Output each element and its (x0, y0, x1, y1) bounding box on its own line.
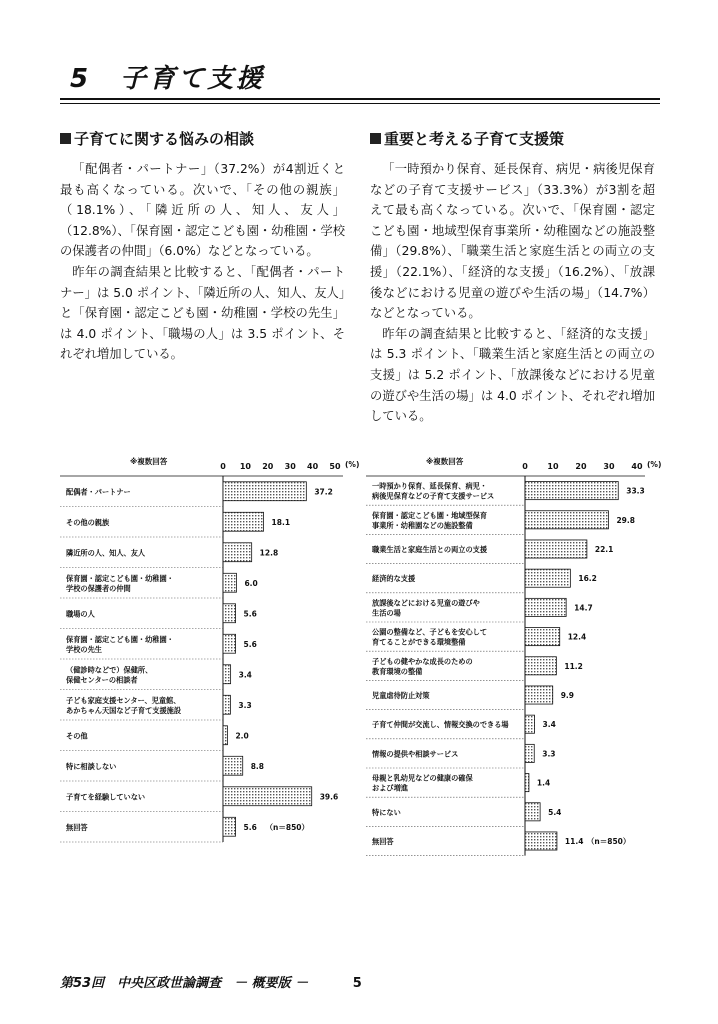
bar (223, 573, 236, 592)
category-label: 経済的な支援 (372, 574, 416, 584)
category-label-line2: 病後児保育などの子育て支援サービス (372, 491, 495, 501)
category-label: 児童虐待防止対策 (372, 691, 430, 700)
data-label: 14.7 (574, 603, 593, 613)
bar (223, 512, 264, 531)
left-heading-text: 子育てに関する悩みの相談 (74, 130, 255, 148)
category-label-line2: あかちゃん天国など子育て支援施設 (66, 705, 182, 715)
multiple-answer-note: ※複数回答 (130, 457, 168, 466)
left-paragraph-1: 「配偶者・パートナー」（37.2%）が4割近くと最も高くなっている。次いで、「その他の親族」（18.1%）、「隣近所の人、知人、友人」（12.8%）、「保育園・認定こども園・幼稚園・学校の保護者の仲間」（6.0%）などとなっている。 (60, 162, 345, 259)
bar (525, 774, 529, 792)
bar (525, 569, 570, 587)
category-label: 子どもの健やかな成長のための (372, 656, 473, 666)
data-label: 3.3 (238, 700, 252, 710)
data-label: 39.6 (319, 792, 339, 802)
sample-size-label: （n＝850） (586, 837, 631, 846)
bar (223, 695, 230, 714)
x-tick-label: 10 (547, 462, 559, 471)
data-label: 3.4 (238, 670, 252, 680)
category-label: その他 (66, 731, 88, 741)
footer-text: 第53回 中央区政世論調査 － 概要版 － (60, 976, 309, 991)
data-label: 37.2 (314, 487, 333, 497)
x-tick-label: 30 (284, 462, 296, 471)
data-label: 12.4 (567, 632, 587, 642)
bar (223, 634, 236, 653)
category-label-line2: 保健センターの相談者 (66, 675, 138, 685)
data-label: 6.0 (244, 578, 258, 588)
bar (525, 657, 556, 675)
sample-size-label: （n＝850） (265, 822, 310, 832)
bar (525, 832, 557, 850)
bar (223, 482, 306, 501)
category-label-line2: 学校の先生 (66, 644, 102, 654)
x-tick-label: 10 (239, 462, 251, 471)
right-heading (370, 128, 655, 149)
bar (525, 511, 608, 529)
category-label: 子育てを経験していない (66, 792, 146, 802)
category-label: （健診時などで）保健所、 (66, 665, 153, 675)
left-paragraph-2: 昨年の調査結果と比較すると、「配偶者・パートナー」は 5.0 ポイント、「隣近所の人、知人、友人」と「保育園・認定こども園・幼稚園・学校の先生」は 4.0 ポイント、「職場の人」は 3.5 ポイント、それぞれ増加している。 (60, 264, 345, 362)
category-label: 隣近所の人、知人、友人 (66, 548, 146, 558)
category-label: 配偶者・パートナー (66, 487, 131, 497)
left-heading (60, 128, 345, 149)
chart-support-measures (366, 452, 666, 872)
category-label-line2: 教育環境の整備 (372, 666, 423, 676)
category-label: 公園の整備など、子どもを安心して (372, 627, 488, 637)
data-label: 3.4 (542, 720, 556, 730)
unit-label: (%) (345, 460, 360, 469)
category-label: 無回答 (372, 837, 394, 846)
right-text-column (370, 128, 655, 427)
data-label: 12.8 (259, 548, 279, 558)
header-rule (60, 98, 660, 100)
data-label: 3.3 (542, 749, 556, 759)
right-paragraph-1: 「一時預かり保育、延長保育、病児・病後児保育などの子育て支援サービス」（33.3%）が3割を超えて最も高くなっている。次いで、「保育園・認定こども園・地域型保育事業所・幼稚園などの施設整備」（29.8%）、「職業生活と家庭生活との両立の支援」（22.1%）、「経済的な支援」（16.2%）、「放課後などにおける児童の遊びや生活の場」（14.7%）などとなっている。 (370, 162, 655, 321)
right-heading-text: 重要と考える子育て支援策 (384, 130, 565, 148)
data-label: 8.8 (250, 761, 265, 771)
category-label: 保育園・認定こども園・幼稚園・ (66, 573, 174, 583)
category-label: 母親と乳幼児などの健康の確保 (372, 773, 473, 783)
x-tick-label: 40 (307, 462, 319, 471)
data-label: 22.1 (594, 545, 614, 554)
category-label: 職場の人 (66, 609, 95, 619)
bar (525, 540, 587, 558)
bar (223, 787, 312, 806)
category-label: その他の親族 (66, 517, 110, 527)
chart-consultation (60, 452, 360, 852)
bar (525, 715, 535, 733)
left-text-column (60, 128, 345, 365)
data-label: 18.1 (271, 517, 291, 527)
data-label: 2.0 (235, 731, 249, 741)
category-label-line2: 学校の保護者の仲間 (66, 583, 131, 593)
x-tick-label: 0 (220, 462, 226, 471)
bar (223, 817, 236, 836)
category-label: 一時預かり保育、延長保育、病児・ (372, 481, 488, 491)
data-label: 16.2 (578, 574, 597, 584)
bar (525, 628, 560, 646)
data-label: 33.3 (626, 486, 645, 496)
data-label: 11.4 (564, 837, 584, 846)
page-footer (60, 972, 362, 991)
category-label: 職業生活と家庭生活との両立の支援 (372, 545, 488, 554)
x-tick-label: 20 (262, 462, 274, 471)
category-label: 子育て仲間が交流し、情報交換のできる場 (372, 720, 509, 730)
x-tick-label: 30 (603, 462, 615, 471)
page-title: 5 子育て支援 (70, 64, 266, 94)
category-label: 特に相談しない (66, 761, 117, 771)
category-label: 保育園・認定こども園・幼稚園・ (66, 634, 174, 644)
page-header (60, 58, 660, 95)
bar (525, 686, 553, 704)
header-rule-thin (60, 103, 660, 104)
data-label: 29.8 (616, 515, 635, 525)
page-number: 5 (352, 976, 362, 991)
bar (525, 803, 540, 821)
category-label: 放課後などにおける児童の遊びや (372, 598, 480, 608)
data-label: 9.9 (560, 691, 575, 700)
bar (525, 598, 566, 616)
bar (223, 543, 252, 562)
data-label: 5.6 (243, 822, 257, 832)
unit-label: (%) (647, 460, 662, 469)
category-label: 無回答 (66, 822, 88, 832)
bar (223, 756, 243, 775)
bar (525, 482, 618, 500)
x-tick-label: 50 (329, 462, 341, 471)
multiple-answer-note: ※複数回答 (426, 457, 464, 466)
category-label-line2: および増進 (372, 783, 408, 793)
bar (525, 744, 534, 762)
category-label-line2: 生活の場 (372, 608, 401, 618)
bar (223, 726, 227, 745)
right-paragraph-2: 昨年の調査結果と比較すると、「経済的な支援」は 5.3 ポイント、「職業生活と家庭生活との両立の支援」は 5.2 ポイント、「放課後などにおける児童の遊びや生活の場」は 4.0 ポイント、それぞれ増加している。 (370, 326, 655, 424)
category-label-line2: 事業所・幼稚園などの施設整備 (372, 520, 473, 530)
bar (223, 604, 236, 623)
data-label: 1.4 (536, 778, 551, 788)
square-bullet-icon (60, 133, 71, 144)
x-tick-label: 40 (631, 462, 643, 471)
category-label: 特にない (372, 807, 401, 817)
category-label: 子ども家庭支援センター、児童館、 (66, 695, 181, 705)
data-label: 5.4 (548, 807, 562, 817)
data-label: 11.2 (564, 661, 583, 671)
data-label: 5.6 (243, 609, 257, 619)
category-label: 保育園・認定こども園・地域型保育 (372, 510, 488, 520)
category-label-line2: 育てることができる環境整備 (372, 637, 466, 647)
category-label: 情報の提供や相談サービス (372, 749, 459, 759)
x-tick-label: 0 (522, 462, 528, 471)
data-label: 5.6 (243, 639, 257, 649)
bar (223, 665, 231, 684)
x-tick-label: 20 (575, 462, 587, 471)
square-bullet-icon (370, 133, 381, 144)
